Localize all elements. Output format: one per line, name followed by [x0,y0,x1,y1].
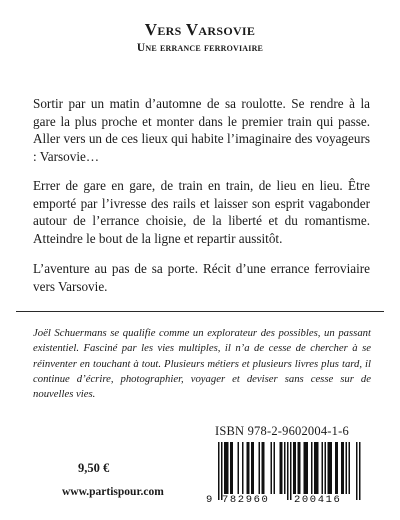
barcode-guard-bar [290,442,292,500]
barcode-bar [274,442,276,494]
barcode-bar [259,442,261,494]
barcode-guard-bar [221,442,223,500]
barcode-bar [328,442,330,494]
isbn-text: ISBN 978-2-9602004-1-6 [215,424,349,438]
barcode-bar [251,442,253,494]
barcode-bar [248,442,250,494]
divider-line [16,311,384,312]
barcode-bar [280,442,282,494]
barcode-bar [341,442,343,494]
barcode-bar [317,442,319,494]
barcode-bar [314,442,316,494]
barcode-digits-left: 782960 [222,494,270,506]
book-subtitle: Une errance ferroviaire [136,42,264,54]
publisher-website: www.partispour.com [62,486,164,498]
barcode-bar [316,442,318,494]
barcode-guard-bar [287,442,289,500]
book-title: Vers Varsovie [144,20,256,39]
barcode-bar [242,442,244,494]
barcode-bar [337,442,339,494]
barcode-bar [293,442,295,494]
barcode-bar [298,442,300,494]
barcode-bar [311,442,313,494]
barcode-guard-bar [359,442,361,500]
barcode-digits-right: 200416 [294,494,342,506]
barcode-bar [247,442,249,494]
barcode-bar [322,442,324,494]
author-bio: Joël Schuermans se qualifie comme un explorateur des possibles, un passant existentiel. Fasciné par les vies multiples, il n’a de cesse de chercher à se réinventer en touchant à tout. Plusieurs métiers et plusieurs livres plus tard, il continue d’écrire, photographier, voyager et deviser sans cesse sur de nouvelles vies. [33,327,371,401]
barcode-bar [226,442,228,494]
barcode-bar [331,442,333,494]
barcode-digit-first: 9 [206,494,213,506]
barcode-bar [346,442,348,494]
barcode-bar [299,442,301,494]
barcode-bar [227,442,229,494]
barcode [206,442,366,508]
price-text: 9,50 € [78,461,110,475]
barcode-bar [325,442,327,494]
barcode-bar [262,442,264,494]
barcode-bar [305,442,307,494]
barcode-bar [224,442,226,494]
barcode-digits [206,494,366,508]
blurb-paragraph-3: L’aventure au pas de sa porte. Récit d’une errance ferroviaire vers Varsovie. [33,261,370,294]
barcode-bar [281,442,283,494]
barcode-bar [238,442,240,494]
barcode-bar [253,442,255,494]
barcode-guard-bar [356,442,358,500]
barcode-bar [230,442,232,494]
barcode-bar [307,442,309,494]
barcode-guard-bar [218,442,220,500]
barcode-bar [349,442,351,494]
barcode-bar [343,442,345,494]
blurb-paragraph-1: Sortir par un matin d’automne de sa roulotte. Se rendre à la gare la plus proche et monter dans le premier train qui passe. Aller vers un de ces lieux qui habite l’imaginaire des voyageurs : Varsovie… [33,96,370,164]
blurb-paragraph-2: Errer de gare en gare, de train en train, de lieu en lieu. Être emporté par l’ivresse des rails et laisser son esprit vagabonder autour de l’errance choisie, de la liberté et du romantisme. Atteindre le bout de la ligne et repartir aussitôt. [33,178,370,246]
barcode-bar [271,442,273,494]
barcode-bar [284,442,286,494]
barcode-bar [335,442,337,494]
barcode-bar [263,442,265,494]
barcode-bar [232,442,234,494]
barcode-bar [304,442,306,494]
barcode-bar [295,442,297,494]
barcode-bar [329,442,331,494]
